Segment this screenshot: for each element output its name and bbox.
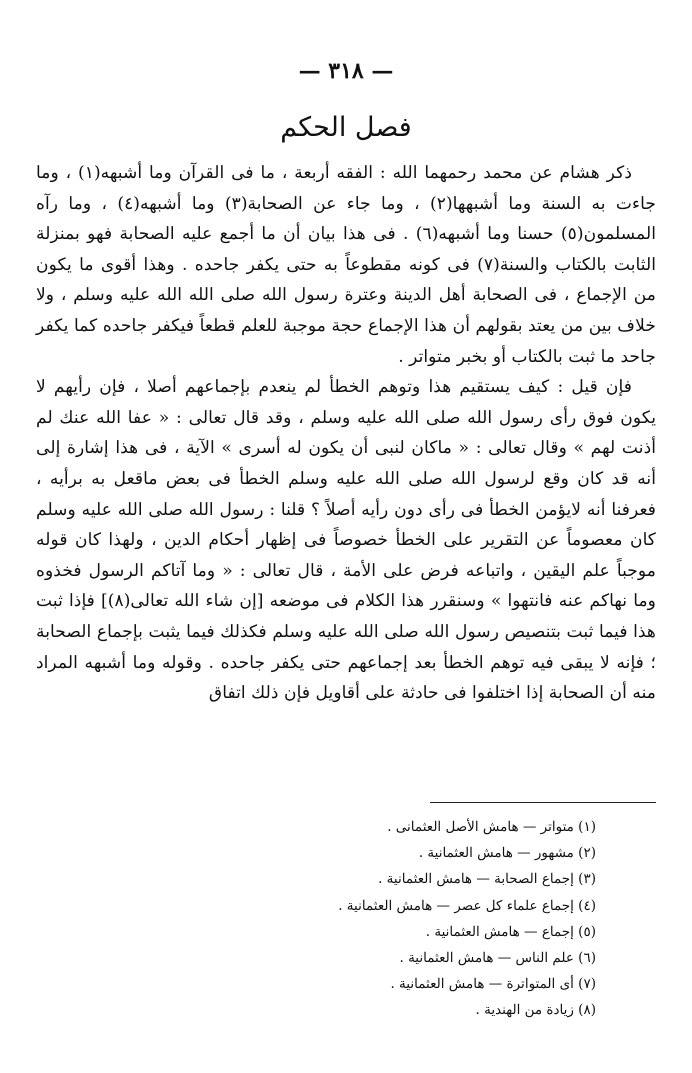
footnote: (٤) إجماع علماء كل عصر — هامش العثمانية . [338, 897, 596, 914]
paragraph: فإن قيل : كيف يستقيم هذا وتوهم الخطأ لم ينعدم بإجماعهم أصلا ، فإن رأيهم لا يكون فوق رأى رسول الله صلى الله عليه وسلم ، وقد قال تعالى : « عفا الله عنك لم أذنت لهم » وقال تعالى : « ماكان لنبى أن يكون له أسرى » الآية ، فى هذا إشارة إلى أنه قد كان وقع لرسول الله صلى الله عليه وسلم الخطأ فى بعض ماقعل به برأيه ، فعرفنا أنه لايؤمن الخطأ فى رأى دون رأيه أصلاً ؟ قلنا : رسول الله صلى الله عليه وسلم كان معصوماً عن التقرير على الخطأ خصوصاً فى إظهار أحكام الدين ، ولهذا كان قوله موجباً علم اليقين ، واتباعه فرض على الأمة ، قال تعالى : « وما آتاكم الرسول فخذوه وما نهاكم عنه فانتهوا » وسنقرر هذا الكلام فى موضعه [إن شاء الله تعالى(٨)] فإذا ثبت هذا فيما ثبت بتنصيص رسول الله صلى الله عليه وسلم فكذلك فيما يثبت بإجماع الصحابة ؛ فإنه لا يبقى فيه توهم الخطأ بعد إجماعهم حتى يكفر جاحده . وقوله وما أشبهه المراد منه أن الصحابة إذا اختلفوا فى حادثة على أقاويل فإن ذلك اتفاق [36, 377, 656, 704]
paragraph: ذكر هشام عن محمد رحمهما الله : الفقه أربعة ، ما فى القرآن وما أشبهه(١) ، وما جاءت به السنة وما أشبهها(٢) ، وما جاء عن الصحابة(٣) وما أشبهه(٤) ، وما رآه المسلمون(٥) حسنا وما أشبهه(٦) . فى هذا بيان أن ما أجمع عليه الصحابة فهو بمنزلة الثابت بالكتاب والسنة(٧) فى كونه مقطوعاً به حتى يكفر جاحده . وهذا أقوى ما يكون من الإجماع ، فى الصحابة أهل الدينة وعترة رسول الله صلى الله الله عليه وسلم ، ولا خلاف بين من يعتد بقولهم أن هذا الإجماع حجة موجبة للعلم قطعاً فيكفر جاحده كما يكفر جاحد ما ثبت بالكتاب أو بخبر متواتر . [36, 163, 656, 367]
footnotes-list [176, 814, 596, 1024]
footnote: (٧) أى المتواترة — هامش العثمانية . [390, 976, 596, 993]
body-text [36, 158, 656, 709]
footnote: (٣) إجماع الصحابة — هامش العثمانية . [378, 871, 596, 888]
footnote: (٥) إجماع — هامش العثمانية . [425, 923, 596, 940]
section-title: فصل الحكم [280, 112, 412, 143]
footnote: (٢) مشهور — هامش العثمانية . [418, 845, 596, 862]
footnote: (٨) زيادة من الهندية . [475, 1002, 596, 1019]
footnote: (٦) علم الناس — هامش العثمانية . [399, 950, 596, 967]
footnote-divider [430, 802, 656, 803]
footnote: (١) متواتر — هامش الأصل العثمانى . [387, 819, 596, 835]
page-number: — ٣١٨ — [298, 58, 394, 84]
